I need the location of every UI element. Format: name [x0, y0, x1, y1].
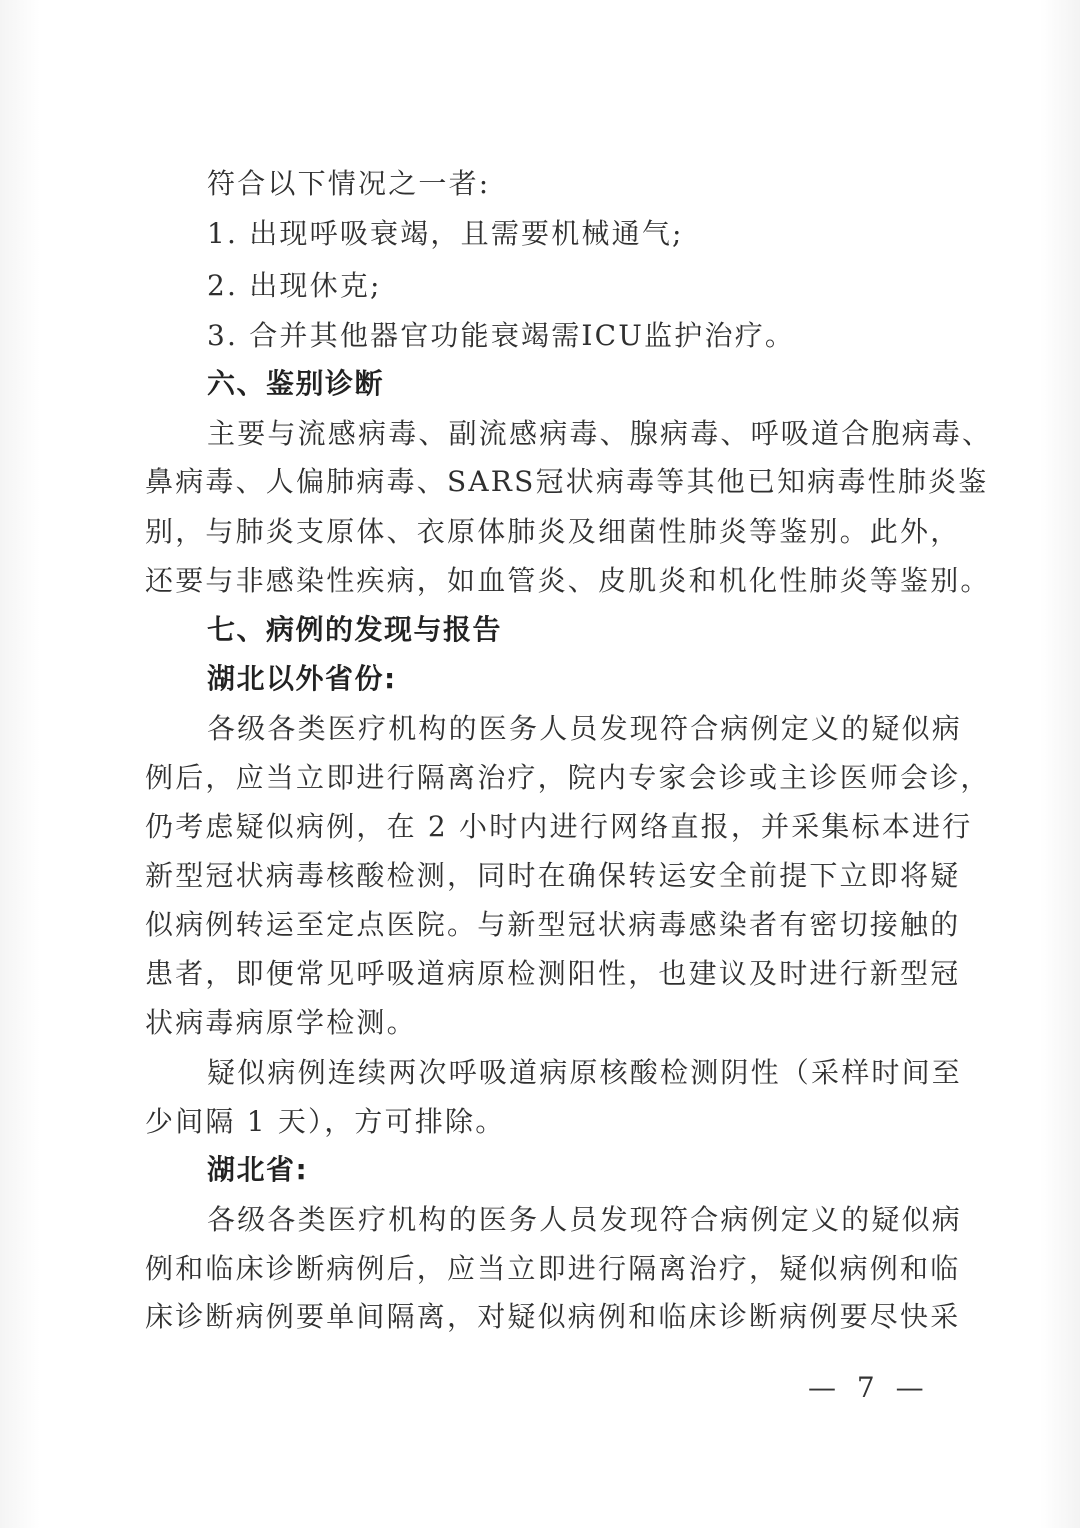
section-heading: 湖北以外省份:	[207, 662, 397, 695]
text-line: 状病毒病原学检测。	[145, 1006, 417, 1039]
text-line: 3. 合并其他器官功能衰竭需ICU监护治疗。	[207, 319, 796, 352]
text-line: 鼻病毒、人偏肺病毒、SARS冠状病毒等其他已知病毒性肺炎鉴	[145, 465, 989, 498]
text-line: 疑似病例连续两次呼吸道病原核酸检测阴性（采样时间至	[207, 1056, 963, 1089]
text-line: 例后，应当立即进行隔离治疗，院内专家会诊或主诊医师会诊，	[145, 761, 991, 794]
text-line: 仍考虑疑似病例，在 2 小时内进行网络直报，并采集标本进行	[145, 810, 973, 843]
text-line: 新型冠状病毒核酸检测，同时在确保转运安全前提下立即将疑	[145, 859, 961, 892]
text-line: 各级各类医疗机构的医务人员发现符合病例定义的疑似病	[207, 1203, 963, 1236]
text-line: 床诊断病例要单间隔离，对疑似病例和临床诊断病例要尽快采	[145, 1300, 961, 1333]
section-heading: 湖北省:	[207, 1153, 309, 1186]
text-line: 似病例转运至定点医院。与新型冠状病毒感染者有密切接触的	[145, 908, 961, 941]
text-line: 各级各类医疗机构的医务人员发现符合病例定义的疑似病	[207, 712, 963, 745]
text-line: 1. 出现呼吸衰竭，且需要机械通气;	[207, 217, 684, 250]
text-line: 符合以下情况之一者:	[207, 167, 491, 200]
section-heading: 七、病例的发现与报告	[207, 613, 503, 646]
text-line: 例和临床诊断病例后，应当立即进行隔离治疗，疑似病例和临	[145, 1252, 961, 1285]
page-number: — 7 —	[808, 1371, 930, 1404]
text-line: 少间隔 1 天），方可排除。	[145, 1105, 506, 1138]
section-heading: 六、鉴别诊断	[207, 367, 385, 400]
text-line: 2. 出现休克;	[207, 269, 382, 302]
text-line: 主要与流感病毒、副流感病毒、腺病毒、呼吸道合胞病毒、	[207, 417, 993, 450]
text-line: 还要与非感染性疾病，如血管炎、皮肌炎和机化性肺炎等鉴别。	[145, 564, 991, 597]
text-line: 患者，即便常见呼吸道病原检测阳性，也建议及时进行新型冠	[145, 957, 961, 990]
text-line: 别，与肺炎支原体、衣原体肺炎及细菌性肺炎等鉴别。此外，	[145, 515, 961, 548]
